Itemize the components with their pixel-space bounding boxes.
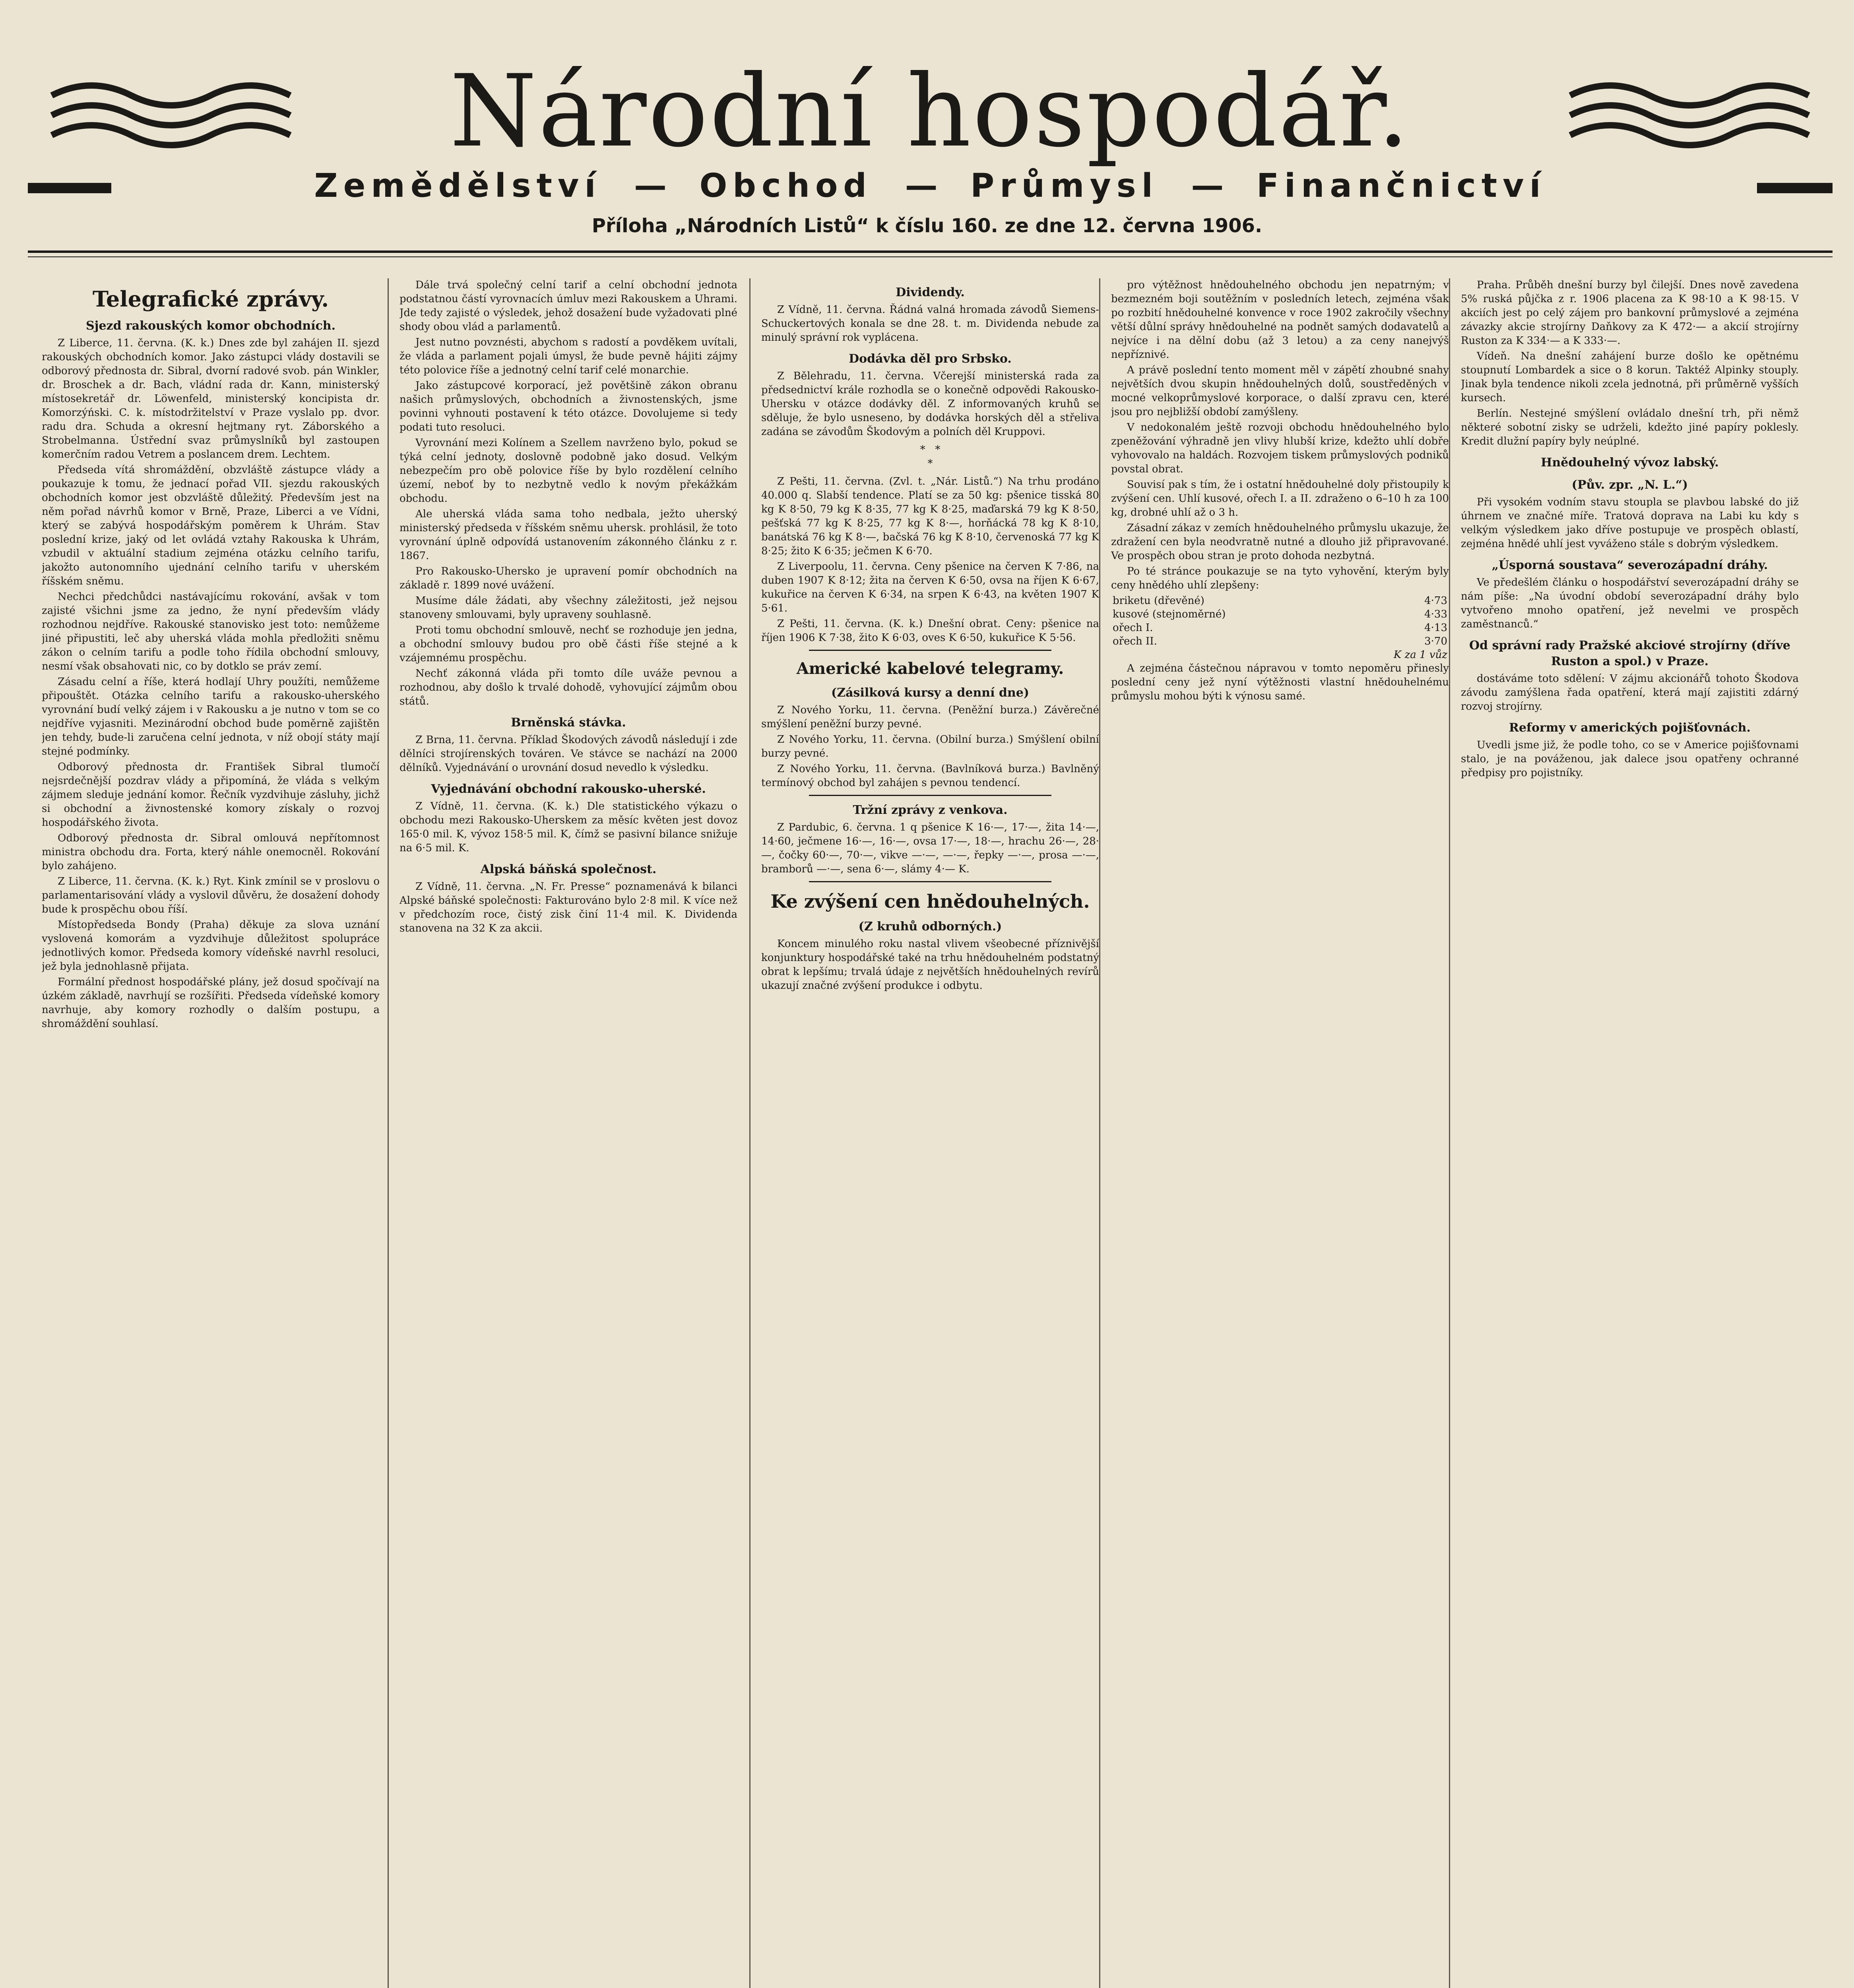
paragraph: Koncem minulého roku nastal vlivem všeobecné příznivější konjunktury hospodářské také na trhu hnědouhelném podstatný obrat k lepšímu; trvalá údaje z největších hnědouhelných revírů ukazují značné zvýšení produkce i odbytu. xyxy=(761,938,1099,992)
table-cell: ořech I. xyxy=(1113,622,1153,634)
table-row xyxy=(1111,608,1449,621)
column-rule xyxy=(1099,278,1100,1988)
section-rule xyxy=(809,650,1051,651)
paragraph: Zásadní zákaz v zemích hnědouhelného průmyslu ukazuje, že zdražení cen byla neodvratně nutné a dlouho již připravované. Ve prospěch obou stran je proto dohoda nezbytná. xyxy=(1111,522,1449,562)
table-row xyxy=(1111,635,1449,648)
paragraph: Jako zástupcové korporací, jež povětšině zákon obranu našich průmyslových, obchodních a živnostenských, jsme povinni vyhnouti postavení k této otázce. Dovolujeme si tedy podati tuto resoluci. xyxy=(400,380,737,433)
table-unit: K za 1 vůz xyxy=(1393,649,1447,661)
article-heading: Vyjednávání obchodní rakousko-uherské. xyxy=(431,782,706,796)
article-heading: Sjezd rakouských komor obchodních. xyxy=(85,319,336,333)
section-dash: — xyxy=(634,167,667,205)
paragraph: Z Pešti, 11. června. (K. k.) Dnešní obrat. Ceny: pšenice na říjen 1906 K 7·38, žito K 6·03, oves K 6·50, kukuřice K 5·56. xyxy=(761,618,1099,644)
paragraph: Ale uherská vláda sama toho nedbala, ježto uherský ministerský předseda v říšském sněmu uhersk. prohlásil, že toto vyrovnání úplně odpovídá ustanovením zákonného článku z r. 1867. xyxy=(400,508,737,562)
table-cell: 4·33 xyxy=(1424,608,1447,620)
paragraph: Nechť zákonná vláda při tomto díle uváže pevnou a rozhodnou, aby došlo k trvalé dohodě, vyhovující zájmům obou států. xyxy=(400,668,737,707)
table-cell: kusové (stejnoměrné) xyxy=(1113,608,1226,620)
paragraph: Jest nutno povznésti, abychom s radostí a povděkem uvítali, že vláda a parlament pojali úmysl, že bude pevně hájiti zájmy této polovice říše a jednotný celní tarif celé monarchie. xyxy=(400,336,737,376)
article-subheading: (Zásilková kursy a denní dne) xyxy=(831,686,1029,700)
section-agriculture: Zemědělství xyxy=(314,167,601,205)
article-heading: Tržní zprávy z venkova. xyxy=(853,803,1008,817)
paragraph: Zásadu celní a říše, která hodlají Uhry použíti, nemůžeme připouštět. Otázka celního tarifu a rakousko-uherského vyrovnání budí velký zájem i v Rakousku a je nutno v tom se co nejdříve vyjasniti. Mezinárodní obchod bude poměrně zajištěn jen tehdy, bude-li zaručena celní jednota, v níž obojí státy mají stejné podmínky. xyxy=(42,676,380,757)
table-cell: 4·13 xyxy=(1424,622,1447,634)
paragraph: Nechci předchůdci nastávajícímu rokování, avšak v tom zajisté všichni jsme za jedno, že nyní především vlády rozhodnou nejdříve. Rakouské stanovisko jest toto: nemůžeme jiné připustiti, leč aby uherská vláda mohla předložiti sněmu zákon o celním tarifu a podle toho řídila obchodní smlouvy, nesmí však obsahovati nic, co by dotklo se práv zemí. xyxy=(42,591,380,672)
article-heading: Hnědouhelný vývoz labský. xyxy=(1541,456,1719,470)
column-rule xyxy=(388,278,389,1988)
paragraph: Z Nového Yorku, 11. června. (Peněžní burza.) Závěrečné smýšlení peněžní burzy pevné. xyxy=(761,704,1099,730)
table-row xyxy=(1111,621,1449,635)
paragraph: A zejména částečnou nápravou v tomto nepoměru přinesly poslední ceny jež nyní výtěžnosti vlastní hnědouhelnému průmyslu mohou býti k výnosu samé. xyxy=(1111,662,1449,702)
article-subheading: (Z kruhů odborných.) xyxy=(858,920,1002,934)
newspaper-title: Národní hospodář. xyxy=(450,53,1411,169)
paragraph: Z Liverpoolu, 11. června. Ceny pšenice na červen K 7·86, na duben 1907 K 8·12; žita na červen K 6·50, ovsa na říjen K 6·67, kukuřice na červen K 6·34, na srpen K 6·43, na květen 1907 K 5·61. xyxy=(761,561,1099,614)
paragraph: Z Liberce, 11. června. (K. k.) Dnes zde byl zahájen II. sjezd rakouských obchodních komor. Jako zástupci vlády dostavili se odborový přednosta dr. Sibral, dvorní radové svob. pán Winkler, dr. Broschek a dr. Bach, vládní rada dr. Kann, ministerský místosekretář dr. Löwenfeld, ministerský koncipista dr. Komorzýński. C. k. místodržitelství v Praze vyslalo pp. dvor. radu dra. Schuda a okresní hejtmany ryt. Záborského a Strobelmanna. Ústřední svaz průmyslníků byl zastoupen komerčním radou Vetrem a poslancem drem. Lechtem. xyxy=(42,337,380,460)
table-row xyxy=(1111,594,1449,608)
supplement-line: Příloha „Národních Listů“ k číslu 160. ze dne 12. června 1906. xyxy=(591,215,1263,237)
paragraph: Vyrovnání mezi Kolínem a Szellem navrženo bylo, pokud se týká celní jednoty, doslovně podobně jako dosud. Velkým nebezpečím pro obě polovice říše by bylo rozdělení celního území, neboť by to nezbytně vedlo k novým překážkám obchodu. xyxy=(400,437,737,505)
table-row xyxy=(1111,648,1449,662)
paragraph: Odborový přednosta dr. František Sibral tlumočí nejsrdečnější pozdrav vlády a připomíná, že vláda s velkým zájmem sleduje jednání komor. Řečník vyzdvihuje zásluhy, jichž si obchodní a živnostenské komory získaly o rozvoj hospodářského života. xyxy=(42,761,380,829)
article-heading: Americké kabelové telegramy. xyxy=(796,659,1064,678)
article-heading: Reformy v amerických pojišťovnách. xyxy=(1509,721,1751,735)
paragraph: Z Liberce, 11. června. (K. k.) Ryt. Kink zmínil se v proslovu o parlamentarisování vlády a vyslovil důvěru, že dosažení dohody bude k prospěchu obou říší. xyxy=(42,876,380,915)
article-heading: Ke zvýšení cen hnědouhelných. xyxy=(770,891,1090,912)
section-finance: Finančnictví xyxy=(1256,167,1546,205)
header-rule xyxy=(28,250,1833,253)
section-dash: — xyxy=(905,167,938,205)
telegrams-heading: Telegrafické zprávy. xyxy=(92,286,329,312)
paragraph: pro výtěžnost hnědouhelného obchodu jen nepatrným; v bezmezném boji soutěžním v posledních letech, zejména však po rozbití hnědouhelné konvence v roce 1902 zakročily všechny větší důlní správy hnědouhelné na podnět samých dodavatelů a nejvíce i na dělní dobu (až 3 letou) a za ceny nanejvýš nepříznivé. xyxy=(1111,279,1449,361)
coal-price-table xyxy=(1111,594,1449,662)
table-cell: briketu (dřevěné) xyxy=(1113,595,1204,607)
section-list xyxy=(28,167,1833,205)
paragraph: Formální přednost hospodářské plány, jež dosud spočívají na úzkém základě, navrhují se rozšířiti. Předseda vídeňské komory navrhuje, aby komory rozhodly o dalším postupu, a shromáždění souhlasí. xyxy=(42,976,380,1030)
column-5 xyxy=(1461,278,1799,1988)
paragraph: Z Pešti, 11. června. (Zvl. t. „Nár. Listů.“) Na trhu prodáno 40.000 q. Slabší tendence. Platí se za 50 kg: pšenice tisská 80 kg K 8·50, 79 kg K 8·35, 77 kg K 8·25, maďarská 79 kg K 8·50, pešťská 77 kg K 8·25, 77 kg K 8·—, horňácká 78 kg K 8·10, banátská 76 kg K 8·—, bačská 76 kg K 8·10, červenoská 77 kg K 8·25; žito K 6·35; ječmen K 6·70. xyxy=(761,476,1099,557)
paragraph: dostáváme toto sdělení: V zájmu akcionářů tohoto Škodova závodu zamýšlena řada opatření, která mají zajistiti zdárný rozvoj strojírny. xyxy=(1461,673,1799,712)
paragraph: Ve předešlém článku o hospodářství severozápadní dráhy se nám píše: „Na úvodní období severozápadní dráhy bylo vytvořeno mnoho opatření, jež nevelmi ve prospěch zaměstnanců.“ xyxy=(1461,577,1799,630)
paragraph: Místopředseda Bondy (Praha) děkuje za slova uznání vyslovená komorám a vyzdvihuje důležitost spolupráce jednotlivých komor. Předseda komory vídeňské navrhl resoluci, jež byla jednohlasně přijata. xyxy=(42,919,380,973)
masthead xyxy=(28,53,1833,169)
paragraph: Praha. Průběh dnešní burzy byl čilejší. Dnes nově zavedena 5% ruská půjčka z r. 1906 placena za K 98·10 a K 98·15. V akciích jest po celý zájem pro bankovní průmyslové a zejména závazky akcie strojírny Daňkovy za K 472·— a akcií strojírny Ruston za K 334·— a K 333·—. xyxy=(1461,279,1799,347)
column-rule xyxy=(1449,278,1450,1988)
section-trade: Obchod xyxy=(699,167,872,205)
paragraph: Z Pardubic, 6. června. 1 q pšenice K 16·—, 17·—, žita 14·—, 14·60, ječmene 16·—, 16·—, ovsa 17·—, 18·—, hrachu 26·—, 28·—, čočky 60·—, 70·—, vikve —·—, —·—, řepky —·—, prosa —·—, bramborů —·—, sena 6·—, slámy 4·— K. xyxy=(761,821,1099,875)
article-subheading: (Pův. zpr. „N. L.“) xyxy=(1571,478,1688,492)
paragraph: V nedokonalém ještě rozvoji obchodu hnědouhelného bylo zpeněžování výhradně jen vlivy hlubší krize, kdežto uhlí dobře vyhovovalo na haldách. Rozvojem tiskem průmyslových podniků povstal obrat. xyxy=(1111,421,1449,475)
paragraph: Musíme dále žádati, aby všechny záležitosti, jež nejsou stanoveny smlouvami, byly upraveny souhlasně. xyxy=(400,595,737,621)
column-2 xyxy=(400,278,737,1988)
ornament-right-icon xyxy=(1538,72,1817,151)
column-rule xyxy=(749,278,751,1988)
paragraph: Z Vídně, 11. června. „N. Fr. Presse“ poznamenává k bilanci Alpské báňské společnosti: Fakturováno bylo 2·8 mil. K více než v předchozím roce, čistý zisk činí 11·4 mil. K. Dividenda stanovena na 32 K za akcii. xyxy=(400,881,737,934)
section-banner xyxy=(28,167,1833,211)
paragraph: Uvedli jsme již, že podle toho, co se v Americe pojišťovnami stalo, je na pováženou, jak dalece jsou opatřeny ochranné předpisy pro pojistníky. xyxy=(1461,739,1799,779)
section-dash: — xyxy=(1191,167,1224,205)
paragraph: Z Bělehradu, 11. června. Včerejší ministerská rada za předsednictví krále rozhodla se o konečně odpovědi Rakousko-Uhersku v otázce dodávky děl. Z informovaných kruhů se sděluje, že bylo usneseno, by dodávka horských děl a střeliva zadána se závodům Škodovým a polních děl Kruppovi. xyxy=(761,370,1099,438)
paragraph: Z Nového Yorku, 11. června. (Bavlníková burza.) Bavlněný termínový obchod byl zahájen s pevnou tendencí. xyxy=(761,763,1099,789)
section-industry: Průmysl xyxy=(970,167,1158,205)
banner-bar-right xyxy=(1757,183,1833,193)
paragraph: Berlín. Nestejné smýšlení ovládalo dnešní trh, při němž některé sobotní zisky se udrželi, kdežto jiné papíry poklesly. Kredit dlužní papíry byly neúplné. xyxy=(1461,408,1799,447)
article-heading: Dividendy. xyxy=(896,285,965,299)
article-heading: Alpská báňská společnost. xyxy=(480,862,657,876)
column-1 xyxy=(42,278,380,1988)
paragraph: Z Brna, 11. června. Příklad Škodových závodů následují i zde dělníci strojírenských továren. Ve stávce se nachází na 2000 dělníků. Vyjednávání o urovnání dosud nevedlo k výsledku. xyxy=(400,734,737,774)
section-rule xyxy=(809,881,1051,882)
section-rule xyxy=(809,795,1051,796)
paragraph: Po té stránce poukazuje se na tyto vyhovění, kterým byly ceny hnědého uhlí zlepšeny: xyxy=(1111,565,1449,591)
paragraph: Proti tomu obchodní smlouvě, nechť se rozhoduje jen jedna, a obchodní smlouvy budou pro obě části říše stejné a k vzájemnému prospěchu. xyxy=(400,624,737,664)
paragraph: Vídeň. Na dnešní zahájení burze došlo ke opětnému stoupnutí Lombardek a sice o 8 korun. Taktéž Alpinky stouply. Jinak byla tendence nikoli zcela jednotná, při průměrně vyšších kursech. xyxy=(1461,350,1799,404)
column-4 xyxy=(1111,278,1449,1988)
article-heading: Dodávka děl pro Srbsko. xyxy=(849,352,1012,366)
paragraph: Dále trvá společný celní tarif a celní obchodní jednota podstatnou částí vyrovnacích úmluv mezi Rakouskem a Uhrami. Jde tedy zajisté o výsledek, jehož dosažení bude vyžadovati plné shody obou vlád a parlamentů. xyxy=(400,279,737,333)
paragraph: Pro Rakousko-Uhersko je upravení pomír obchodních na základě r. 1899 nové uvážení. xyxy=(400,565,737,591)
paragraph: Z Vídně, 11. června. (K. k.) Dle statistického výkazu o obchodu mezi Rakousko-Uherskem za měsíc květen jest dovoz 165·0 mil. K, vývoz 158·5 mil. K, čímž se pasivní bilance snižuje na 6·5 mil. K. xyxy=(400,800,737,854)
paragraph: Z Vídně, 11. června. Řádná valná hromada závodů Siemens-Schuckertových konala se dne 28. t. m. Dividenda nebude za minulý správní rok vyplácena. xyxy=(761,304,1099,344)
column-3 xyxy=(761,278,1099,1988)
paragraph: Souvisí pak s tím, že i ostatní hnědouhelné doly přistoupily k zvýšení cen. Uhlí kusové, ořech I. a II. zdraženo o 6–10 h za 100 kg, drobné uhlí až o 3 h. xyxy=(1111,479,1449,518)
paragraph: A právě poslední tento moment měl v zápětí zhoubné snahy největších dvou skupin hnědouhelných dolů, soustředěných v mocné velkoprůmyslové korporace, o další zpravu cen, které jsou pro nejbližší období zamýšleny. xyxy=(1111,364,1449,418)
paragraph: Z Nového Yorku, 11. června. (Obilní burza.) Smýšlení obilní burzy pevné. xyxy=(761,734,1099,759)
header-rule-thin xyxy=(28,256,1833,257)
table-cell: 3·70 xyxy=(1424,635,1447,647)
article-heading: Od správní rady Pražské akciové strojírny (dříve Ruston a spol.) v Praze. xyxy=(1469,639,1790,668)
paragraph: Předseda vítá shromáždění, obzvláště zástupce vlády a poukazuje k tomu, že jednací pořad VII. sjezdu rakouských obchodních komor jest obzvláště důležitý. Především jest na něm pořad návrhů komor v Brně, Praze, Liberci a ve Vídni, který se zabývá hospodářským poměrem k Uhrám. Stav poslední krize, jaký od let ovládá vztahy Rakouska k Uhrám, vzbudil v aktuální stadium zejména otázku celního tarifu, jakožto autonomního ujednání celního tarifu v uherském říšském sněmu. xyxy=(42,464,380,587)
table-cell: 4·73 xyxy=(1424,595,1447,607)
separator-stars: * * * xyxy=(920,444,941,470)
table-cell: ořech II. xyxy=(1113,635,1157,647)
article-heading: Brněnská stávka. xyxy=(511,716,626,730)
article-heading: „Úsporná soustava“ severozápadní dráhy. xyxy=(1491,558,1768,572)
paragraph: Při vysokém vodním stavu stoupla se plavbou labské do již úhrnem ve značné míře. Tratová doprava na Labi ku kdy s velkým výsledkem jako dříve postupuje ve prospěch oblastí, zejména hnědé uhlí jest vyváženo stále s dobrým výsledkem. xyxy=(1461,496,1799,550)
paragraph: Odborový přednosta dr. Sibral omlouvá nepřítomnost ministra obchodu dra. Forta, který náhle onemocněl. Rokování bylo zahájeno. xyxy=(42,832,380,872)
